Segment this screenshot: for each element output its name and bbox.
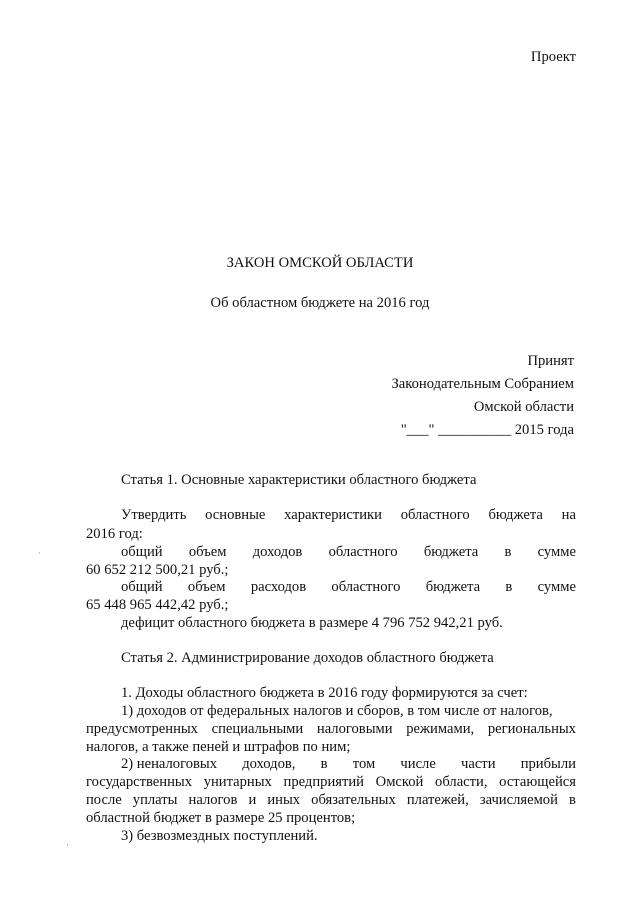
law-title: ЗАКОН ОМСКОЙ ОБЛАСТИ xyxy=(226,255,414,271)
word: области, xyxy=(435,774,488,790)
word: областного xyxy=(328,544,398,560)
word: специальными xyxy=(211,721,304,737)
article2-item1-line3: налогов, а также пеней и штрафов по ним; xyxy=(86,739,351,755)
article1-heading: Статья 1. Основные характеристики областного бюджета xyxy=(121,472,477,488)
word: сумме xyxy=(537,579,576,595)
word: Омской xyxy=(375,774,424,790)
word: на xyxy=(561,507,576,523)
article1-deficit: дефицит областного бюджета в размере 4 796 752 942,21 руб. xyxy=(121,615,503,631)
article2-item2-line4: областной бюджет в размере 25 процентов; xyxy=(86,810,356,826)
word: в xyxy=(320,756,328,772)
word: объем xyxy=(188,544,227,560)
word: в xyxy=(569,792,576,808)
word: платежей, xyxy=(406,792,469,808)
word: унитарных xyxy=(203,774,272,790)
word: в xyxy=(504,544,512,560)
word: Утвердить xyxy=(121,507,187,523)
word: областного xyxy=(331,579,401,595)
word: налогов xyxy=(188,792,238,808)
word: режимами, xyxy=(406,721,475,737)
word: уплаты xyxy=(132,792,178,808)
article1-expense-value: 65 448 965 442,42 руб.; xyxy=(86,597,229,613)
word: расходов xyxy=(250,579,307,595)
word: сумме xyxy=(537,544,576,560)
law-subject: Об областном бюджете на 2016 год xyxy=(210,295,430,311)
word: доходов xyxy=(252,544,303,560)
adoption-date: "___" __________ 2015 года xyxy=(400,422,574,438)
article2-item2-line2 xyxy=(86,774,576,791)
scan-speck: · xyxy=(38,548,41,558)
word: остающейся xyxy=(499,774,576,790)
word: в xyxy=(505,579,513,595)
article1-income-line xyxy=(121,544,576,561)
article2-paragraph1: 1. Доходы областного бюджета в 2016 году формируются за счет: xyxy=(121,685,528,701)
word: обязательных xyxy=(311,792,396,808)
article2-heading: Статья 2. Администрирование доходов областного бюджета xyxy=(121,650,494,666)
word: региональных xyxy=(487,721,576,737)
word: общий xyxy=(121,579,163,595)
word: бюджета xyxy=(488,507,543,523)
article1-intro-cont: 2016 год: xyxy=(86,526,143,542)
word: части xyxy=(461,756,496,772)
word: бюджета xyxy=(423,544,479,560)
word: доходов, xyxy=(242,756,296,772)
word: объем xyxy=(187,579,226,595)
word: налоговыми xyxy=(316,721,393,737)
article2-item2-line1 xyxy=(121,756,576,773)
article2-item1-line2 xyxy=(86,721,576,738)
word: и xyxy=(248,792,257,808)
word: государственных xyxy=(86,774,193,790)
scan-speck: · xyxy=(66,840,69,850)
article1-intro-line xyxy=(121,507,576,524)
word: основные xyxy=(205,507,266,523)
adopted-region: Омской области xyxy=(473,399,574,415)
word: предприятий xyxy=(283,774,364,790)
article2-item1-line1: 1) доходов от федеральных налогов и сборов, в том числе от налогов, xyxy=(121,703,553,719)
word: том xyxy=(352,756,376,772)
word: характеристики xyxy=(284,507,382,523)
word: зачисляемой xyxy=(479,792,558,808)
article2-item3: 3) безвозмездных поступлений. xyxy=(121,828,318,844)
adopted-by: Законодательным Собранием xyxy=(391,376,574,392)
article1-income-value: 60 652 212 500,21 руб.; xyxy=(86,562,229,578)
article2-item2-line3 xyxy=(86,792,576,809)
word: 2) неналоговых xyxy=(121,756,217,772)
adopted-label: Принят xyxy=(527,353,574,369)
word: общий xyxy=(121,544,163,560)
word: бюджета xyxy=(425,579,481,595)
word: иных xyxy=(267,792,301,808)
draft-label: Проект xyxy=(530,49,576,65)
word: прибыли xyxy=(520,756,576,772)
word: числе xyxy=(400,756,436,772)
word: предусмотренных xyxy=(86,721,198,737)
word: после xyxy=(86,792,122,808)
word: областного xyxy=(400,507,470,523)
article1-expense-line xyxy=(121,579,576,596)
